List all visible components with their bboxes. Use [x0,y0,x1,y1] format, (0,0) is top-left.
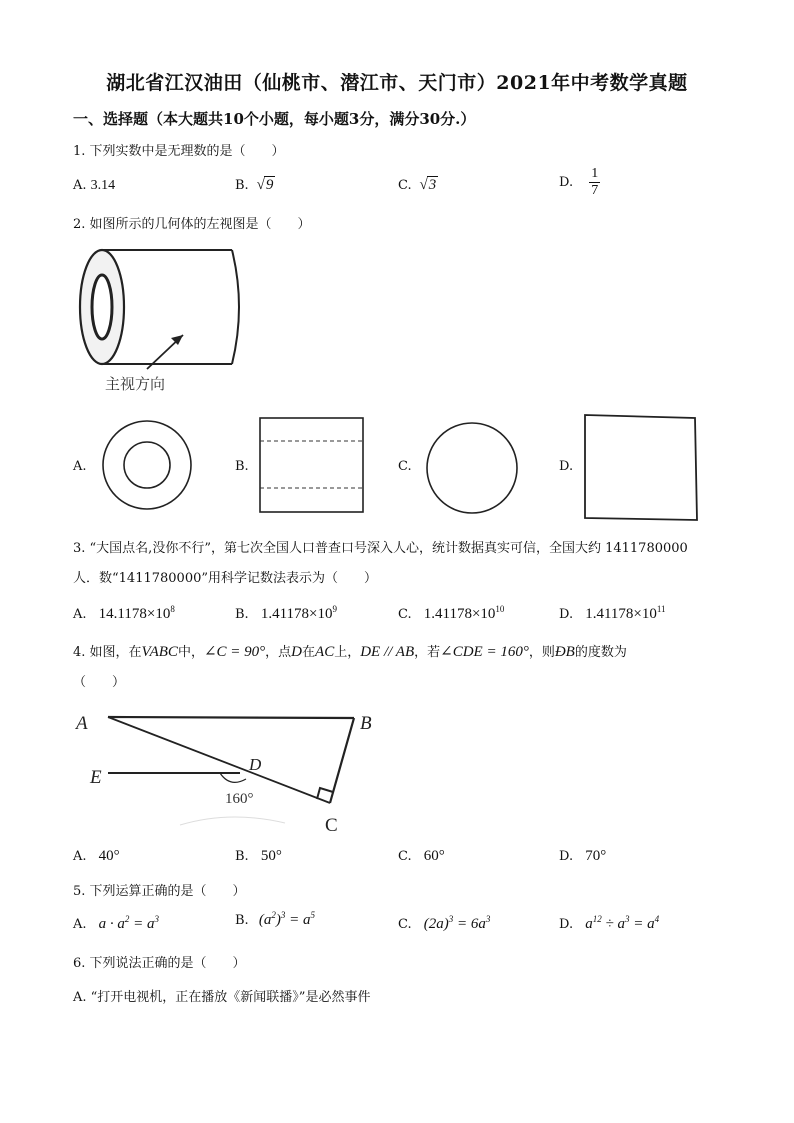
option-label: C. [398,849,412,864]
mantissa: 1.41178×10 [585,606,657,622]
q1-option-c: C. √3 [398,177,437,193]
exponent: 8 [170,604,175,614]
q2-option-d-label: D. [559,459,574,474]
option-label: A. [73,917,87,932]
q1-option-a [73,178,115,194]
option-value: 50° [260,848,282,864]
q2-option-c-label: C. [398,459,412,474]
option-label: C. [398,607,412,622]
label-d: D [249,755,262,774]
q2-option-d-figure [582,413,700,523]
q3-stem-line1: 3. “大国点名,没你不行”，第七次全国人口普查口号深入人心，统计数据真实可信，全国大约 1411780000 [73,541,688,556]
q3-option-a [73,604,175,623]
exponent: 10 [495,604,505,614]
option-label: D. [559,175,574,190]
page-title: 湖北省江汉油田（仙桃市、潜江市、天门市）2021年中考数学真题 [106,72,688,94]
option-label: A. [73,178,87,193]
q5-option-a: A. $a \cdot a^2 = a^3$ [73,914,160,932]
option-value: 40° [98,848,120,864]
label-e: E [90,767,102,788]
q3-option-b [235,604,337,623]
fraction-denominator: 7 [591,183,599,198]
angle-b: ÐB [554,644,575,660]
parallel-statement: DE // AB [360,644,415,660]
q2-option-b-figure [258,416,366,516]
q1-option-d [559,166,600,199]
option-label: B. [235,913,249,928]
radicand: 9 [265,177,274,193]
q4-option-d [559,848,606,865]
section-heading: 一、选择题（本大题共10个小题，每小题3分，满分30分.） [73,110,476,128]
q3-option-c [398,604,504,623]
q2-option-a-label: A. [73,459,87,474]
angle-c: ∠C = 90° [203,644,266,660]
q4-stem-line2: （ ） [73,675,126,690]
option-value: 3.14 [90,178,116,193]
option-label: D. [559,849,574,864]
q5-option-c: C. $(2a)^3 = 6a^3$ [398,914,491,932]
label-b: B [360,713,372,734]
option-label: C. [398,917,412,932]
angle-cde: ∠CDE = 160° [440,644,529,660]
option-label: B. [235,607,249,622]
q5-option-b: B. $(a^2)^3 = a^5$ [235,910,315,928]
label-a: A [76,713,88,734]
q5-stem: 5. 下列运算正确的是（ ） [73,884,246,899]
q2-cylinder-figure [75,242,245,397]
option-label: B. [235,178,249,193]
q2-option-c-figure [425,422,520,517]
option-label: C. [398,178,412,193]
q1-option-b: B. √9 [235,177,274,193]
triangle-name: VABC [141,644,178,660]
option-label: D. [559,607,574,622]
q4-option-a [73,848,120,865]
q2-option-b-label: B. [235,459,249,474]
label-c: C [325,815,338,836]
q4-option-c [398,848,445,865]
q6-stem: 6. 下列说法正确的是（ ） [73,956,246,971]
option-value: 60° [423,848,445,864]
option-label: A. [73,849,87,864]
figure-caption: 主视方向 [105,377,166,393]
q5-option-d: D. $a^{12} \div a^3 = a^4$ [559,914,660,932]
q4-stem: 4. 如图，在VABC中，∠C = 90°，点D在AC上，DE // AB，若∠CDE = 160°，则ÐB的度数为 [73,644,627,660]
mantissa: 1.41178×10 [423,606,496,622]
radicand: 3 [428,177,437,193]
mantissa: 1.41178×10 [260,606,333,622]
option-label: A. [73,607,87,622]
option-label: B. [235,849,249,864]
q2-option-a-figure [100,418,195,513]
q4-triangle-figure [70,705,390,840]
q6-option-a: A. “打开电视机，正在播放《新闻联播》”是必然事件 [73,990,371,1005]
exponent: 9 [332,604,337,614]
q4-option-b [235,848,282,865]
q3-option-d [559,604,666,623]
fraction-numerator: 1 [591,166,599,181]
angle-label: 160° [225,791,254,807]
q2-stem: 2. 如图所示的几何体的左视图是（ ） [73,217,311,232]
q3-stem-line2: 人．数“1411780000”用科学记数法表示为（ ） [73,571,378,586]
q1-stem: 1. 下列实数中是无理数的是（ ） [73,144,285,159]
option-value: 70° [585,848,607,864]
exponent: 11 [656,604,666,614]
mantissa: 14.1178×10 [98,606,171,622]
option-label: D. [559,917,574,932]
